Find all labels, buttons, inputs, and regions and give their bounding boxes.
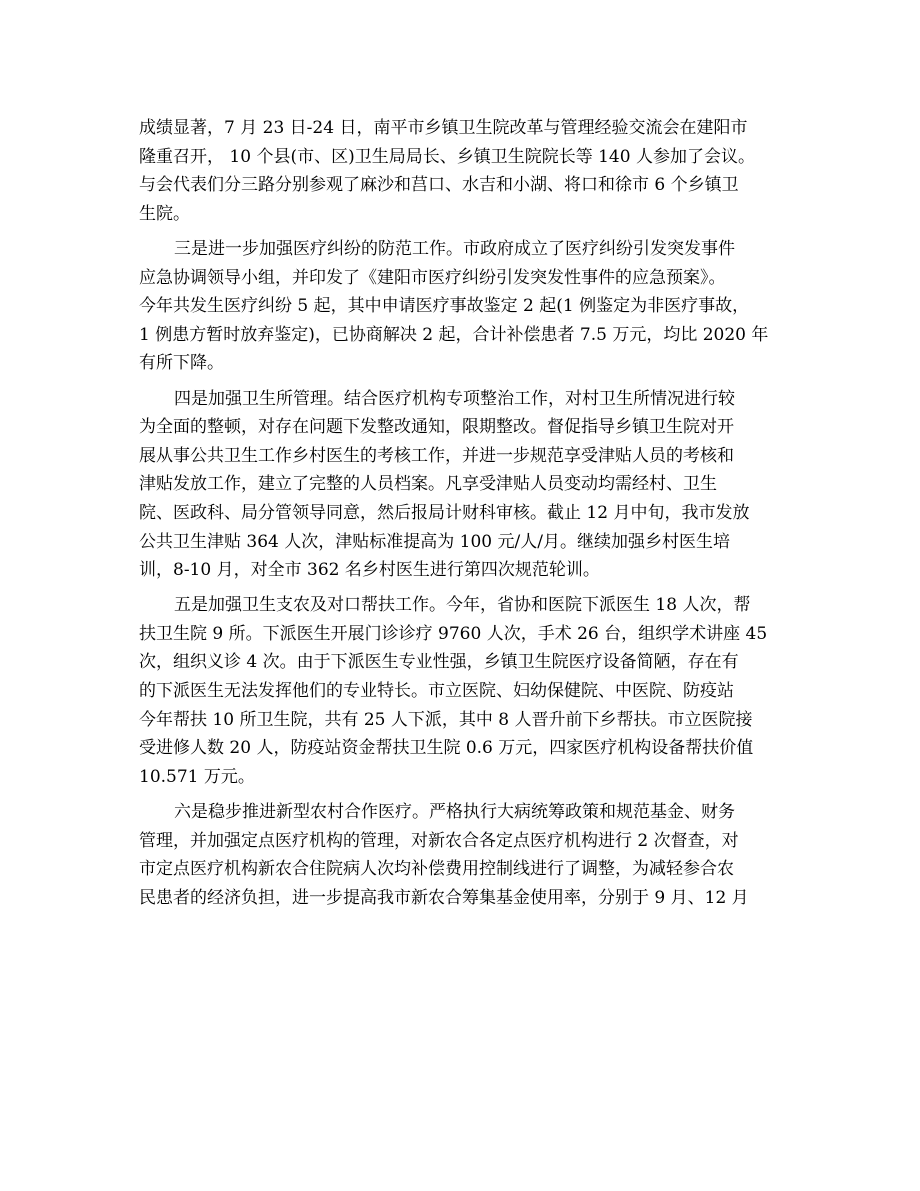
text-line: 市定点医疗机构新农合住院病人次均补偿费用控制线进行了调整，为减轻参合农 [139,859,734,880]
text-line: 四是加强卫生所管理。结合医疗机构专项整治工作，对村卫生所情况进行较 [174,388,735,409]
paragraph [139,591,784,791]
text-line: 与会代表们分三路分别参观了麻沙和莒口、水吉和小湖、将口和徐市 6 个乡镇卫 [139,175,739,196]
text-line: 生院。 [139,203,190,224]
text-line: 三是进一步加强医疗纠纷的防范工作。市政府成立了医疗纠纷引发突发事件 [174,238,735,259]
paragraph [139,385,784,585]
text-line: 受进修人数 20 人，防疫站资金帮扶卫生院 0.6 万元，四家医疗机构设备帮扶价值 [139,738,754,759]
text-line: 五是加强卫生支农及对口帮扶工作。今年，省协和医院下派医生 18 人次，帮 [174,595,751,616]
text-line: 六是稳步推进新型农村合作医疗。严格执行大病统筹政策和规范基金、财务 [174,802,735,823]
text-line: 成绩显著，7 月 23 日-24 日，南平市乡镇卫生院改革与管理经验交流会在建阳市 [139,118,748,138]
text-line: 隆重召开， 10 个县(市、区)卫生局局长、乡镇卫生院院长等 140 人参加了会议。 [139,146,755,167]
text-line: 院、医政科、局分管领导同意，然后报局计财科审核。截止 12 月中旬，我市发放 [139,502,750,523]
document-body [139,114,784,919]
text-line: 有所下降。 [139,353,224,374]
text-line: 为全面的整顿，对存在问题下发整改通知，限期整改。督促指导乡镇卫生院对开 [139,417,734,438]
text-line: 今年共发生医疗纠纷 5 起，其中申请医疗事故鉴定 2 起(1 例鉴定为非医疗事故， [139,296,750,317]
text-line: 次，组织义诊 4 次。由于下派医生专业性强，乡镇卫生院医疗设备简陋，存在有 [139,652,739,673]
text-line: 应急协调领导小组，并印发了《建阳市医疗纠纷引发突发性事件的应急预案》。 [139,267,726,288]
paragraph [139,235,784,378]
text-line: 民患者的经济负担，进一步提高我市新农合筹集基金使用率，分别于 9 月、12 月 [139,887,749,908]
paragraph [139,798,784,912]
text-line: 津贴发放工作，建立了完整的人员档案。凡享受津贴人员变动均需经村、卫生 [139,474,717,495]
text-line: 训，8-10 月，对全市 362 名乡村医生进行第四次规范轮训。 [139,560,600,581]
text-line: 扶卫生院 9 所。下派医生开展门诊诊疗 9760 人次，手术 26 台，组织学术讲座 45 [139,623,768,644]
text-line: 管理，并加强定点医疗机构的管理，对新农合各定点医疗机构进行 2 次督查，对 [139,830,739,851]
text-line: 展从事公共卫生工作乡村医生的考核工作，并进一步规范享受津贴人员的考核和 [139,445,734,466]
text-line: 今年帮扶 10 所卫生院，共有 25 人下派，其中 8 人晋升前下乡帮扶。市立医院接 [139,709,753,730]
text-line: 10.571 万元。 [139,766,255,787]
text-line: 1 例患方暂时放弃鉴定)，已协商解决 2 起，合计补偿患者 7.5 万元，均比 2020 年 [139,324,769,345]
text-line: 的下派医生无法发挥他们的专业特长。市立医院、妇幼保健院、中医院、防疫站 [139,681,734,702]
text-line: 公共卫生津贴 364 人次，津贴标准提高为 100 元/人/月。继续加强乡村医生培 [139,531,730,552]
paragraph [139,114,784,228]
